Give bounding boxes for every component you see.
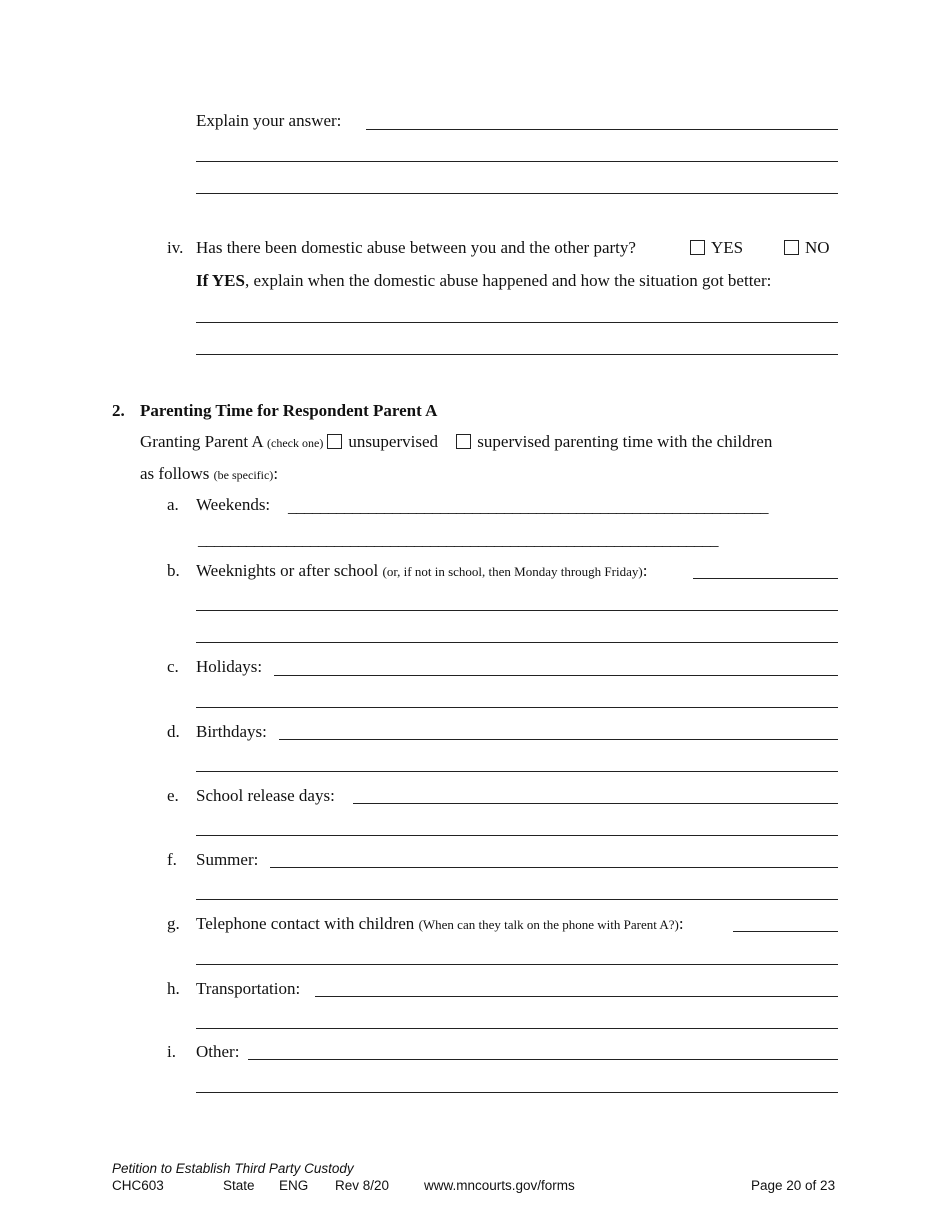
section-2-title: Parenting Time for Respondent Parent A <box>140 401 438 420</box>
weeknights-label: Weeknights or after school <box>196 561 379 580</box>
domestic-abuse-question <box>196 238 636 258</box>
school-release-line-2[interactable] <box>196 835 838 836</box>
supervised-label: supervised parenting time with the children <box>477 432 773 451</box>
item-iv-marker-text: iv. <box>167 238 184 257</box>
school-release-label: School release days: <box>196 786 335 805</box>
if-yes-rest: , explain when the domestic abuse happened and how the situation got better: <box>244 271 772 290</box>
explain-answer-line-1[interactable] <box>366 129 838 130</box>
yes-option[interactable] <box>688 238 743 258</box>
unsupervised-checkbox[interactable] <box>327 434 342 449</box>
transportation-line-2[interactable] <box>196 1028 838 1029</box>
yes-label: YES <box>711 238 744 257</box>
footer-form-title <box>112 1161 354 1176</box>
weeknights-colon: : <box>642 561 648 580</box>
yes-checkbox[interactable] <box>690 240 705 255</box>
no-option[interactable] <box>782 238 830 258</box>
no-label: NO <box>805 238 830 257</box>
transportation-line-1[interactable] <box>315 996 838 997</box>
if-yes-instruction <box>196 271 771 291</box>
abuse-line-2[interactable] <box>196 354 838 355</box>
telephone-note: (When can they talk on the phone with Parent A?) <box>418 917 679 932</box>
summer-line-1[interactable] <box>270 867 838 868</box>
footer-page-number: Page 20 of 23 <box>751 1178 836 1193</box>
item-e-letter: e. <box>167 786 179 805</box>
weeknights-line-3[interactable] <box>196 642 838 643</box>
as-follows-line <box>140 464 278 485</box>
as-follows-text: as follows <box>140 464 210 483</box>
school-release-line-1[interactable] <box>353 803 838 804</box>
telephone-colon: : <box>678 914 684 933</box>
weeknights-line-1[interactable] <box>693 578 838 579</box>
unsupervised-label: unsupervised <box>348 432 439 451</box>
birthdays-label: Birthdays: <box>196 722 267 741</box>
item-iv-marker <box>167 238 183 258</box>
item-a-letter: a. <box>167 495 179 514</box>
item-h-letter: h. <box>167 979 180 998</box>
abuse-line-1[interactable] <box>196 322 838 323</box>
item-g-letter: g. <box>167 914 180 933</box>
no-checkbox[interactable] <box>784 240 799 255</box>
check-one-note: (check one) <box>267 436 324 450</box>
explain-answer-label: Explain your answer: <box>196 111 342 130</box>
transportation-label: Transportation: <box>196 979 301 998</box>
telephone-label: Telephone contact with children <box>196 914 415 933</box>
granting-prefix: Granting Parent A <box>140 432 263 451</box>
other-line-2[interactable] <box>196 1092 838 1093</box>
weeknights-label-group <box>196 561 647 582</box>
summer-label: Summer: <box>196 850 259 869</box>
section-2-number: 2. <box>112 401 125 420</box>
footer-form-code: CHC603 <box>112 1178 164 1193</box>
supervised-checkbox[interactable] <box>456 434 471 449</box>
weekends-blank-2[interactable]: _________________________________________________________________ <box>198 530 718 549</box>
granting-line <box>140 432 772 453</box>
holidays-line-1[interactable] <box>274 675 838 676</box>
footer-jurisdiction: State <box>223 1178 255 1193</box>
other-line-1[interactable] <box>248 1059 838 1060</box>
footer-language: ENG <box>279 1178 309 1193</box>
telephone-line-1[interactable] <box>733 931 838 932</box>
telephone-line-2[interactable] <box>196 964 838 965</box>
weeknights-line-2[interactable] <box>196 610 838 611</box>
item-d-letter: d. <box>167 722 180 741</box>
telephone-label-group <box>196 914 684 935</box>
weekends-label: Weekends: <box>196 495 271 514</box>
weeknights-note: (or, if not in school, then Monday through Friday) <box>382 564 643 579</box>
item-b-letter: b. <box>167 561 180 580</box>
summer-line-2[interactable] <box>196 899 838 900</box>
footer-form-title-text: Petition to Establish Third Party Custody <box>112 1161 354 1176</box>
be-specific-note: (be specific) <box>213 468 274 482</box>
birthdays-line-1[interactable] <box>279 739 838 740</box>
other-label: Other: <box>196 1042 240 1061</box>
as-follows-colon: : <box>273 464 279 483</box>
holidays-line-2[interactable] <box>196 707 838 708</box>
holidays-label: Holidays: <box>196 657 263 676</box>
explain-answer-line-2[interactable] <box>196 161 838 162</box>
item-i-letter: i. <box>167 1042 176 1061</box>
if-yes-bold: If YES <box>196 271 245 290</box>
birthdays-line-2[interactable] <box>196 771 838 772</box>
weekends-blank-1[interactable]: ____________________________________________________________ <box>288 497 768 516</box>
explain-answer-line-3[interactable] <box>196 193 838 194</box>
footer-revision: Rev 8/20 <box>335 1178 390 1193</box>
item-f-letter: f. <box>167 850 177 869</box>
domestic-abuse-question-text: Has there been domestic abuse between you and the other party? <box>196 238 636 257</box>
item-c-letter: c. <box>167 657 179 676</box>
footer-website-link[interactable]: www.mncourts.gov/forms <box>424 1178 575 1193</box>
